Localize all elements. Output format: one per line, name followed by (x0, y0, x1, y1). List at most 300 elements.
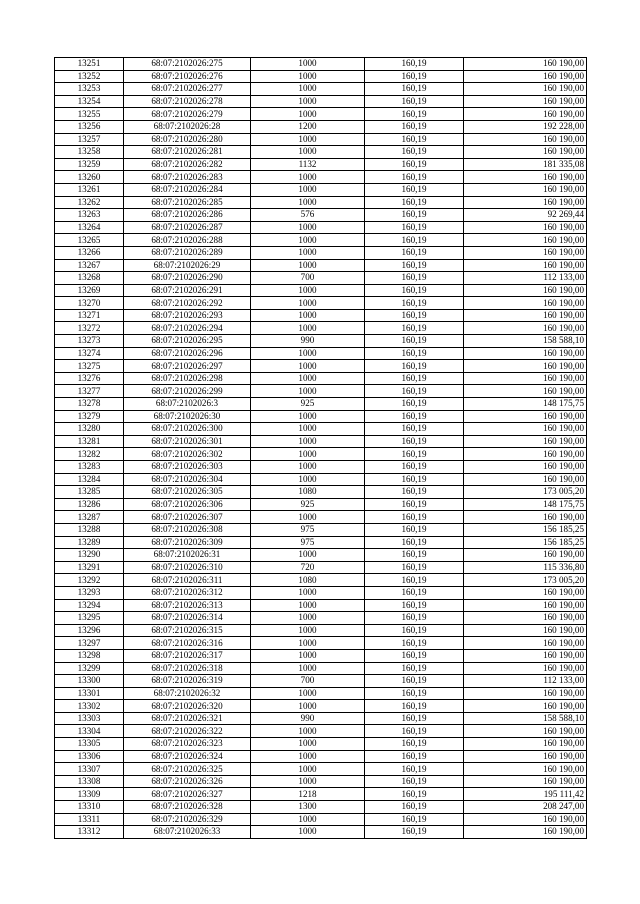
rate-cell: 160,19 (365, 259, 464, 272)
cadastral-number-cell: 68:07:2102026:276 (124, 70, 251, 83)
table-row (55, 750, 587, 763)
rate-cell: 160,19 (365, 523, 464, 536)
row-number-cell: 13255 (55, 108, 124, 121)
area-cell: 1000 (251, 586, 365, 599)
amount-cell: 160 190,00 (464, 612, 587, 625)
rate-cell: 160,19 (365, 712, 464, 725)
row-number-cell: 13278 (55, 398, 124, 411)
rate-cell: 160,19 (365, 574, 464, 587)
area-cell: 1000 (251, 322, 365, 335)
area-cell: 1000 (251, 246, 365, 259)
area-cell: 1000 (251, 146, 365, 159)
cadastral-number-cell: 68:07:2102026:320 (124, 700, 251, 713)
rate-cell: 160,19 (365, 183, 464, 196)
rate-cell: 160,19 (365, 801, 464, 814)
cadastral-number-cell: 68:07:2102026:292 (124, 297, 251, 310)
row-number-cell: 13286 (55, 498, 124, 511)
amount-cell: 160 190,00 (464, 461, 587, 474)
table-row (55, 461, 587, 474)
table-row (55, 801, 587, 814)
rate-cell: 160,19 (365, 624, 464, 637)
area-cell: 1000 (251, 259, 365, 272)
rate-cell: 160,19 (365, 675, 464, 688)
row-number-cell: 13271 (55, 309, 124, 322)
amount-cell: 160 190,00 (464, 360, 587, 373)
row-number-cell: 13254 (55, 95, 124, 108)
area-cell: 1000 (251, 347, 365, 360)
cadastral-number-cell: 68:07:2102026:301 (124, 435, 251, 448)
amount-cell: 160 190,00 (464, 347, 587, 360)
cadastral-number-cell: 68:07:2102026:310 (124, 561, 251, 574)
amount-cell: 112 133,00 (464, 675, 587, 688)
row-number-cell: 13287 (55, 511, 124, 524)
rate-cell: 160,19 (365, 347, 464, 360)
table-row (55, 826, 587, 839)
rate-cell: 160,19 (365, 498, 464, 511)
rate-cell: 160,19 (365, 763, 464, 776)
rate-cell: 160,19 (365, 826, 464, 839)
row-number-cell: 13252 (55, 70, 124, 83)
amount-cell: 160 190,00 (464, 511, 587, 524)
row-number-cell: 13285 (55, 486, 124, 499)
amount-cell: 160 190,00 (464, 70, 587, 83)
amount-cell: 160 190,00 (464, 687, 587, 700)
rate-cell: 160,19 (365, 133, 464, 146)
amount-cell: 160 190,00 (464, 221, 587, 234)
area-cell: 1080 (251, 486, 365, 499)
cadastral-number-cell: 68:07:2102026:311 (124, 574, 251, 587)
rate-cell: 160,19 (365, 158, 464, 171)
table-body (55, 58, 587, 839)
table-row (55, 788, 587, 801)
row-number-cell: 13298 (55, 649, 124, 662)
area-cell: 1000 (251, 700, 365, 713)
row-number-cell: 13292 (55, 574, 124, 587)
row-number-cell: 13279 (55, 410, 124, 423)
row-number-cell: 13310 (55, 801, 124, 814)
area-cell: 1000 (251, 70, 365, 83)
area-cell: 700 (251, 675, 365, 688)
area-cell: 1218 (251, 788, 365, 801)
table-row (55, 58, 587, 71)
rate-cell: 160,19 (365, 95, 464, 108)
row-number-cell: 13284 (55, 473, 124, 486)
amount-cell: 160 190,00 (464, 410, 587, 423)
row-number-cell: 13297 (55, 637, 124, 650)
row-number-cell: 13301 (55, 687, 124, 700)
cadastral-number-cell: 68:07:2102026:306 (124, 498, 251, 511)
amount-cell: 195 111,42 (464, 788, 587, 801)
table-row (55, 120, 587, 133)
cadastral-number-cell: 68:07:2102026:287 (124, 221, 251, 234)
area-cell: 1000 (251, 234, 365, 247)
rate-cell: 160,19 (365, 70, 464, 83)
table-row (55, 209, 587, 222)
area-cell: 1000 (251, 649, 365, 662)
row-number-cell: 13267 (55, 259, 124, 272)
table-row (55, 272, 587, 285)
rate-cell: 160,19 (365, 435, 464, 448)
cadastral-number-cell: 68:07:2102026:290 (124, 272, 251, 285)
cadastral-number-cell: 68:07:2102026:3 (124, 398, 251, 411)
amount-cell: 160 190,00 (464, 775, 587, 788)
row-number-cell: 13276 (55, 372, 124, 385)
area-cell: 1000 (251, 662, 365, 675)
rate-cell: 160,19 (365, 221, 464, 234)
row-number-cell: 13299 (55, 662, 124, 675)
rate-cell: 160,19 (365, 775, 464, 788)
area-cell: 1000 (251, 473, 365, 486)
row-number-cell: 13281 (55, 435, 124, 448)
cadastral-number-cell: 68:07:2102026:314 (124, 612, 251, 625)
area-cell: 975 (251, 523, 365, 536)
row-number-cell: 13261 (55, 183, 124, 196)
amount-cell: 160 190,00 (464, 599, 587, 612)
area-cell: 1000 (251, 448, 365, 461)
row-number-cell: 13294 (55, 599, 124, 612)
row-number-cell: 13265 (55, 234, 124, 247)
rate-cell: 160,19 (365, 461, 464, 474)
table-row (55, 435, 587, 448)
amount-cell: 160 190,00 (464, 108, 587, 121)
table-row (55, 398, 587, 411)
table-row (55, 763, 587, 776)
table-row (55, 448, 587, 461)
rate-cell: 160,19 (365, 372, 464, 385)
row-number-cell: 13307 (55, 763, 124, 776)
table-row (55, 221, 587, 234)
row-number-cell: 13274 (55, 347, 124, 360)
area-cell: 1000 (251, 58, 365, 71)
amount-cell: 160 190,00 (464, 813, 587, 826)
cadastral-number-cell: 68:07:2102026:323 (124, 738, 251, 751)
table-row (55, 133, 587, 146)
area-cell: 1000 (251, 284, 365, 297)
amount-cell: 160 190,00 (464, 473, 587, 486)
cadastral-number-cell: 68:07:2102026:293 (124, 309, 251, 322)
rate-cell: 160,19 (365, 700, 464, 713)
row-number-cell: 13273 (55, 335, 124, 348)
table-row (55, 335, 587, 348)
table-row (55, 561, 587, 574)
cadastral-number-cell: 68:07:2102026:308 (124, 523, 251, 536)
area-cell: 1000 (251, 624, 365, 637)
table-row (55, 536, 587, 549)
amount-cell: 158 588,10 (464, 712, 587, 725)
area-cell: 1000 (251, 511, 365, 524)
rate-cell: 160,19 (365, 322, 464, 335)
area-cell: 1000 (251, 435, 365, 448)
area-cell: 1000 (251, 738, 365, 751)
row-number-cell: 13272 (55, 322, 124, 335)
area-cell: 576 (251, 209, 365, 222)
table-row (55, 284, 587, 297)
table-row (55, 146, 587, 159)
area-cell: 1000 (251, 725, 365, 738)
cadastral-number-cell: 68:07:2102026:31 (124, 549, 251, 562)
rate-cell: 160,19 (365, 209, 464, 222)
amount-cell: 160 190,00 (464, 259, 587, 272)
rate-cell: 160,19 (365, 272, 464, 285)
table-row (55, 372, 587, 385)
cadastral-number-cell: 68:07:2102026:289 (124, 246, 251, 259)
rate-cell: 160,19 (365, 423, 464, 436)
rate-cell: 160,19 (365, 309, 464, 322)
row-number-cell: 13266 (55, 246, 124, 259)
cadastral-number-cell: 68:07:2102026:280 (124, 133, 251, 146)
table-row (55, 775, 587, 788)
rate-cell: 160,19 (365, 410, 464, 423)
rate-cell: 160,19 (365, 196, 464, 209)
table-row (55, 108, 587, 121)
area-cell: 1000 (251, 171, 365, 184)
rate-cell: 160,19 (365, 649, 464, 662)
row-number-cell: 13291 (55, 561, 124, 574)
area-cell: 1000 (251, 461, 365, 474)
rate-cell: 160,19 (365, 612, 464, 625)
area-cell: 700 (251, 272, 365, 285)
table-row (55, 498, 587, 511)
row-number-cell: 13258 (55, 146, 124, 159)
row-number-cell: 13293 (55, 586, 124, 599)
amount-cell: 160 190,00 (464, 183, 587, 196)
table-row (55, 196, 587, 209)
row-number-cell: 13311 (55, 813, 124, 826)
amount-cell: 148 175,75 (464, 398, 587, 411)
amount-cell: 160 190,00 (464, 83, 587, 96)
amount-cell: 160 190,00 (464, 586, 587, 599)
row-number-cell: 13270 (55, 297, 124, 310)
area-cell: 1000 (251, 309, 365, 322)
rate-cell: 160,19 (365, 360, 464, 373)
table-row (55, 511, 587, 524)
row-number-cell: 13300 (55, 675, 124, 688)
rate-cell: 160,19 (365, 171, 464, 184)
cadastral-number-cell: 68:07:2102026:29 (124, 259, 251, 272)
cadastral-number-cell: 68:07:2102026:307 (124, 511, 251, 524)
area-cell: 1000 (251, 385, 365, 398)
row-number-cell: 13302 (55, 700, 124, 713)
rate-cell: 160,19 (365, 738, 464, 751)
amount-cell: 160 190,00 (464, 246, 587, 259)
cadastral-number-cell: 68:07:2102026:315 (124, 624, 251, 637)
area-cell: 1300 (251, 801, 365, 814)
table-row (55, 246, 587, 259)
rate-cell: 160,19 (365, 486, 464, 499)
amount-cell: 160 190,00 (464, 750, 587, 763)
table-row (55, 624, 587, 637)
table-row (55, 586, 587, 599)
area-cell: 1000 (251, 133, 365, 146)
amount-cell: 92 269,44 (464, 209, 587, 222)
rate-cell: 160,19 (365, 536, 464, 549)
cadastral-number-cell: 68:07:2102026:282 (124, 158, 251, 171)
amount-cell: 160 190,00 (464, 234, 587, 247)
rate-cell: 160,19 (365, 335, 464, 348)
table-row (55, 297, 587, 310)
table-row (55, 574, 587, 587)
table-row (55, 712, 587, 725)
table-row (55, 410, 587, 423)
amount-cell: 160 190,00 (464, 133, 587, 146)
cadastral-number-cell: 68:07:2102026:275 (124, 58, 251, 71)
amount-cell: 181 335,08 (464, 158, 587, 171)
cadastral-number-cell: 68:07:2102026:325 (124, 763, 251, 776)
amount-cell: 160 190,00 (464, 435, 587, 448)
amount-cell: 160 190,00 (464, 309, 587, 322)
area-cell: 1000 (251, 297, 365, 310)
row-number-cell: 13304 (55, 725, 124, 738)
area-cell: 1000 (251, 549, 365, 562)
row-number-cell: 13309 (55, 788, 124, 801)
cadastral-number-cell: 68:07:2102026:326 (124, 775, 251, 788)
amount-cell: 192 228,00 (464, 120, 587, 133)
table-row (55, 662, 587, 675)
area-cell: 1000 (251, 108, 365, 121)
amount-cell: 160 190,00 (464, 423, 587, 436)
cadastral-number-cell: 68:07:2102026:277 (124, 83, 251, 96)
row-number-cell: 13308 (55, 775, 124, 788)
amount-cell: 208 247,00 (464, 801, 587, 814)
cadastral-number-cell: 68:07:2102026:28 (124, 120, 251, 133)
area-cell: 1000 (251, 750, 365, 763)
cadastral-number-cell: 68:07:2102026:303 (124, 461, 251, 474)
rate-cell: 160,19 (365, 385, 464, 398)
cadastral-number-cell: 68:07:2102026:304 (124, 473, 251, 486)
amount-cell: 160 190,00 (464, 649, 587, 662)
amount-cell: 148 175,75 (464, 498, 587, 511)
cadastral-number-cell: 68:07:2102026:298 (124, 372, 251, 385)
row-number-cell: 13257 (55, 133, 124, 146)
area-cell: 1080 (251, 574, 365, 587)
table-row (55, 360, 587, 373)
cadastral-number-cell: 68:07:2102026:285 (124, 196, 251, 209)
rate-cell: 160,19 (365, 586, 464, 599)
table-row (55, 549, 587, 562)
amount-cell: 160 190,00 (464, 763, 587, 776)
rate-cell: 160,19 (365, 599, 464, 612)
rate-cell: 160,19 (365, 234, 464, 247)
cadastral-number-cell: 68:07:2102026:286 (124, 209, 251, 222)
table-row (55, 171, 587, 184)
row-number-cell: 13264 (55, 221, 124, 234)
amount-cell: 160 190,00 (464, 637, 587, 650)
amount-cell: 160 190,00 (464, 95, 587, 108)
cadastral-number-cell: 68:07:2102026:278 (124, 95, 251, 108)
area-cell: 1200 (251, 120, 365, 133)
rate-cell: 160,19 (365, 120, 464, 133)
row-number-cell: 13253 (55, 83, 124, 96)
rate-cell: 160,19 (365, 448, 464, 461)
amount-cell: 160 190,00 (464, 284, 587, 297)
cadastral-number-cell: 68:07:2102026:309 (124, 536, 251, 549)
amount-cell: 173 005,20 (464, 486, 587, 499)
cadastral-number-cell: 68:07:2102026:327 (124, 788, 251, 801)
rate-cell: 160,19 (365, 549, 464, 562)
row-number-cell: 13262 (55, 196, 124, 209)
table-row (55, 486, 587, 499)
area-cell: 1000 (251, 196, 365, 209)
cadastral-number-cell: 68:07:2102026:283 (124, 171, 251, 184)
amount-cell: 160 190,00 (464, 385, 587, 398)
rate-cell: 160,19 (365, 511, 464, 524)
cadastral-number-cell: 68:07:2102026:296 (124, 347, 251, 360)
row-number-cell: 13260 (55, 171, 124, 184)
area-cell: 1000 (251, 360, 365, 373)
amount-cell: 160 190,00 (464, 549, 587, 562)
area-cell: 1000 (251, 637, 365, 650)
table-row (55, 158, 587, 171)
rate-cell: 160,19 (365, 108, 464, 121)
rate-cell: 160,19 (365, 687, 464, 700)
table-row (55, 234, 587, 247)
area-cell: 990 (251, 712, 365, 725)
amount-cell: 160 190,00 (464, 322, 587, 335)
cadastral-number-cell: 68:07:2102026:294 (124, 322, 251, 335)
row-number-cell: 13289 (55, 536, 124, 549)
cadastral-number-cell: 68:07:2102026:312 (124, 586, 251, 599)
cadastral-number-cell: 68:07:2102026:318 (124, 662, 251, 675)
cadastral-number-cell: 68:07:2102026:33 (124, 826, 251, 839)
cadastral-number-cell: 68:07:2102026:322 (124, 725, 251, 738)
amount-cell: 160 190,00 (464, 700, 587, 713)
cadastral-number-cell: 68:07:2102026:30 (124, 410, 251, 423)
table-row (55, 385, 587, 398)
cadastral-number-cell: 68:07:2102026:288 (124, 234, 251, 247)
area-cell: 1000 (251, 612, 365, 625)
rate-cell: 160,19 (365, 83, 464, 96)
area-cell: 1132 (251, 158, 365, 171)
row-number-cell: 13256 (55, 120, 124, 133)
row-number-cell: 13296 (55, 624, 124, 637)
area-cell: 1000 (251, 221, 365, 234)
cadastral-number-cell: 68:07:2102026:319 (124, 675, 251, 688)
rate-cell: 160,19 (365, 637, 464, 650)
amount-cell: 160 190,00 (464, 725, 587, 738)
rate-cell: 160,19 (365, 561, 464, 574)
amount-cell: 173 005,20 (464, 574, 587, 587)
table-row (55, 322, 587, 335)
amount-cell: 156 185,25 (464, 523, 587, 536)
rate-cell: 160,19 (365, 473, 464, 486)
table-row (55, 599, 587, 612)
rate-cell: 160,19 (365, 750, 464, 763)
rate-cell: 160,19 (365, 246, 464, 259)
cadastral-number-cell: 68:07:2102026:284 (124, 183, 251, 196)
table-row (55, 687, 587, 700)
amount-cell: 160 190,00 (464, 448, 587, 461)
amount-cell: 158 588,10 (464, 335, 587, 348)
rate-cell: 160,19 (365, 284, 464, 297)
area-cell: 975 (251, 536, 365, 549)
table-row (55, 813, 587, 826)
row-number-cell: 13275 (55, 360, 124, 373)
cadastral-number-cell: 68:07:2102026:329 (124, 813, 251, 826)
rate-cell: 160,19 (365, 662, 464, 675)
cadastral-number-cell: 68:07:2102026:305 (124, 486, 251, 499)
table-row (55, 259, 587, 272)
table-row (55, 95, 587, 108)
row-number-cell: 13280 (55, 423, 124, 436)
row-number-cell: 13295 (55, 612, 124, 625)
amount-cell: 160 190,00 (464, 171, 587, 184)
amount-cell: 160 190,00 (464, 738, 587, 751)
table-row (55, 700, 587, 713)
cadastral-number-cell: 68:07:2102026:324 (124, 750, 251, 763)
area-cell: 925 (251, 498, 365, 511)
rate-cell: 160,19 (365, 788, 464, 801)
table-row (55, 637, 587, 650)
